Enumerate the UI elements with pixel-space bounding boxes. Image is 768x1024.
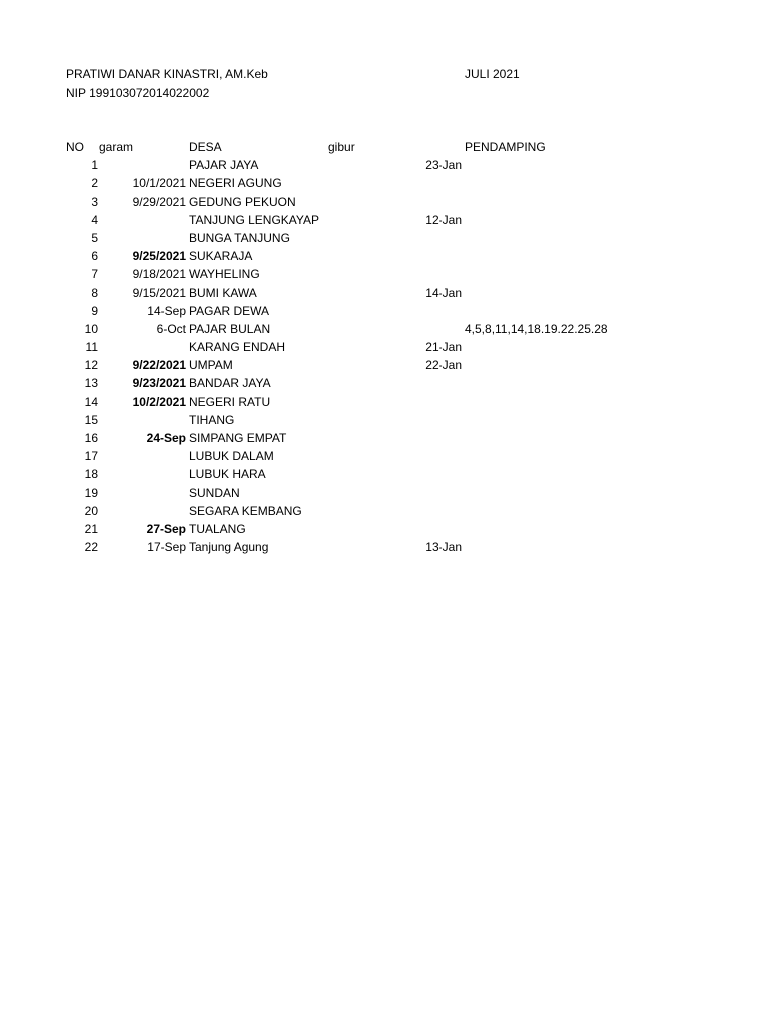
row-number: 14 xyxy=(84,394,98,409)
village-name: TANJUNG LENGKAYAP xyxy=(189,212,320,227)
garam-date: 10/2/2021 xyxy=(132,394,186,409)
village-table xyxy=(66,139,666,557)
table-row xyxy=(66,412,666,430)
column-header-gibur: gibur xyxy=(328,140,355,154)
row-number: 2 xyxy=(91,176,98,191)
row-number: 10 xyxy=(84,321,98,336)
row-number: 3 xyxy=(91,194,98,209)
gibur-date: 12-Jan xyxy=(425,212,462,227)
gibur-date: 13-Jan xyxy=(425,540,462,555)
garam-date: 27-Sep xyxy=(146,521,186,536)
village-name: BANDAR JAYA xyxy=(189,376,271,391)
table-row xyxy=(66,285,666,303)
village-name: SUKARAJA xyxy=(189,249,253,264)
author-name: PRATIWI DANAR KINASTRI, AM.Keb xyxy=(66,67,268,81)
garam-date: 9/22/2021 xyxy=(132,358,186,373)
column-header-no: NO xyxy=(66,140,84,154)
table-header-row xyxy=(66,139,666,157)
table-row xyxy=(66,303,666,321)
table-row xyxy=(66,357,666,375)
garam-date: 17-Sep xyxy=(147,540,186,555)
table-row xyxy=(66,375,666,393)
garam-date: 6-Oct xyxy=(156,321,186,336)
row-number: 22 xyxy=(84,540,98,555)
village-name: BUNGA TANJUNG xyxy=(189,230,290,245)
row-number: 1 xyxy=(91,158,98,173)
village-name: SUNDAN xyxy=(189,485,240,500)
table-row xyxy=(66,466,666,484)
village-name: NEGERI AGUNG xyxy=(189,176,282,191)
garam-date: 9/23/2021 xyxy=(132,376,186,391)
row-number: 19 xyxy=(84,485,98,500)
gibur-date: 23-Jan xyxy=(425,158,462,173)
garam-date: 9/25/2021 xyxy=(132,249,186,264)
row-number: 8 xyxy=(91,285,98,300)
village-name: LUBUK HARA xyxy=(189,467,266,482)
garam-date: 14-Sep xyxy=(147,303,186,318)
table-row xyxy=(66,194,666,212)
table-row xyxy=(66,448,666,466)
table-row xyxy=(66,266,666,284)
row-number: 6 xyxy=(91,249,98,264)
table-row xyxy=(66,521,666,539)
table-row xyxy=(66,485,666,503)
row-number: 13 xyxy=(84,376,98,391)
row-number: 20 xyxy=(84,503,98,518)
row-number: 18 xyxy=(84,467,98,482)
table-row xyxy=(66,321,666,339)
village-name: TIHANG xyxy=(189,412,235,427)
table-row xyxy=(66,539,666,557)
table-row xyxy=(66,430,666,448)
pendamping-dates: 4,5,8,11,14,18.19.22.25.28 xyxy=(465,321,608,336)
row-number: 21 xyxy=(84,521,98,536)
column-header-desa: DESA xyxy=(189,140,222,154)
row-number: 17 xyxy=(84,449,98,464)
village-name: BUMI KAWA xyxy=(189,285,257,300)
village-name: PAJAR JAYA xyxy=(189,158,259,173)
table-row xyxy=(66,248,666,266)
row-number: 15 xyxy=(84,412,98,427)
row-number: 16 xyxy=(84,431,98,445)
gibur-date: 14-Jan xyxy=(425,285,462,300)
village-name: SEGARA KEMBANG xyxy=(189,503,302,518)
column-header-pendamping: PENDAMPING xyxy=(465,140,546,154)
garam-date: 9/29/2021 xyxy=(132,194,186,209)
table-row xyxy=(66,503,666,521)
village-name: TUALANG xyxy=(189,521,246,536)
village-name: Tanjung Agung xyxy=(189,540,269,555)
table-row xyxy=(66,175,666,193)
table-row xyxy=(66,394,666,412)
row-number: 12 xyxy=(84,358,98,373)
village-name: WAYHELING xyxy=(189,267,260,282)
village-name: PAGAR DEWA xyxy=(189,303,270,318)
village-name: LUBUK DALAM xyxy=(189,449,274,464)
column-header-garam: garam xyxy=(99,140,134,154)
garam-date: 9/15/2021 xyxy=(132,285,186,300)
village-name: NEGERI RATU xyxy=(189,394,271,409)
table-row xyxy=(66,212,666,230)
village-name: UMPAM xyxy=(189,358,233,373)
row-number: 9 xyxy=(91,303,98,318)
garam-date: 10/1/2021 xyxy=(132,176,186,191)
row-number: 5 xyxy=(91,230,98,245)
author-nip: NIP 199103072014022002 xyxy=(66,86,210,100)
village-name: PAJAR BULAN xyxy=(189,321,271,336)
gibur-date: 21-Jan xyxy=(425,340,462,355)
gibur-date: 22-Jan xyxy=(425,358,462,373)
table-row xyxy=(66,339,666,357)
report-period: JULI 2021 xyxy=(465,67,520,81)
row-number: 7 xyxy=(91,267,98,282)
table-row xyxy=(66,157,666,175)
garam-date: 9/18/2021 xyxy=(132,267,186,282)
garam-date: 24-Sep xyxy=(146,431,186,445)
row-number: 11 xyxy=(85,340,98,355)
table-row xyxy=(66,230,666,248)
village-name: GEDUNG PEKUON xyxy=(189,194,296,209)
table-body xyxy=(66,157,666,557)
village-name: SIMPANG EMPAT xyxy=(189,431,287,445)
row-number: 4 xyxy=(91,212,98,227)
village-name: KARANG ENDAH xyxy=(189,340,286,355)
